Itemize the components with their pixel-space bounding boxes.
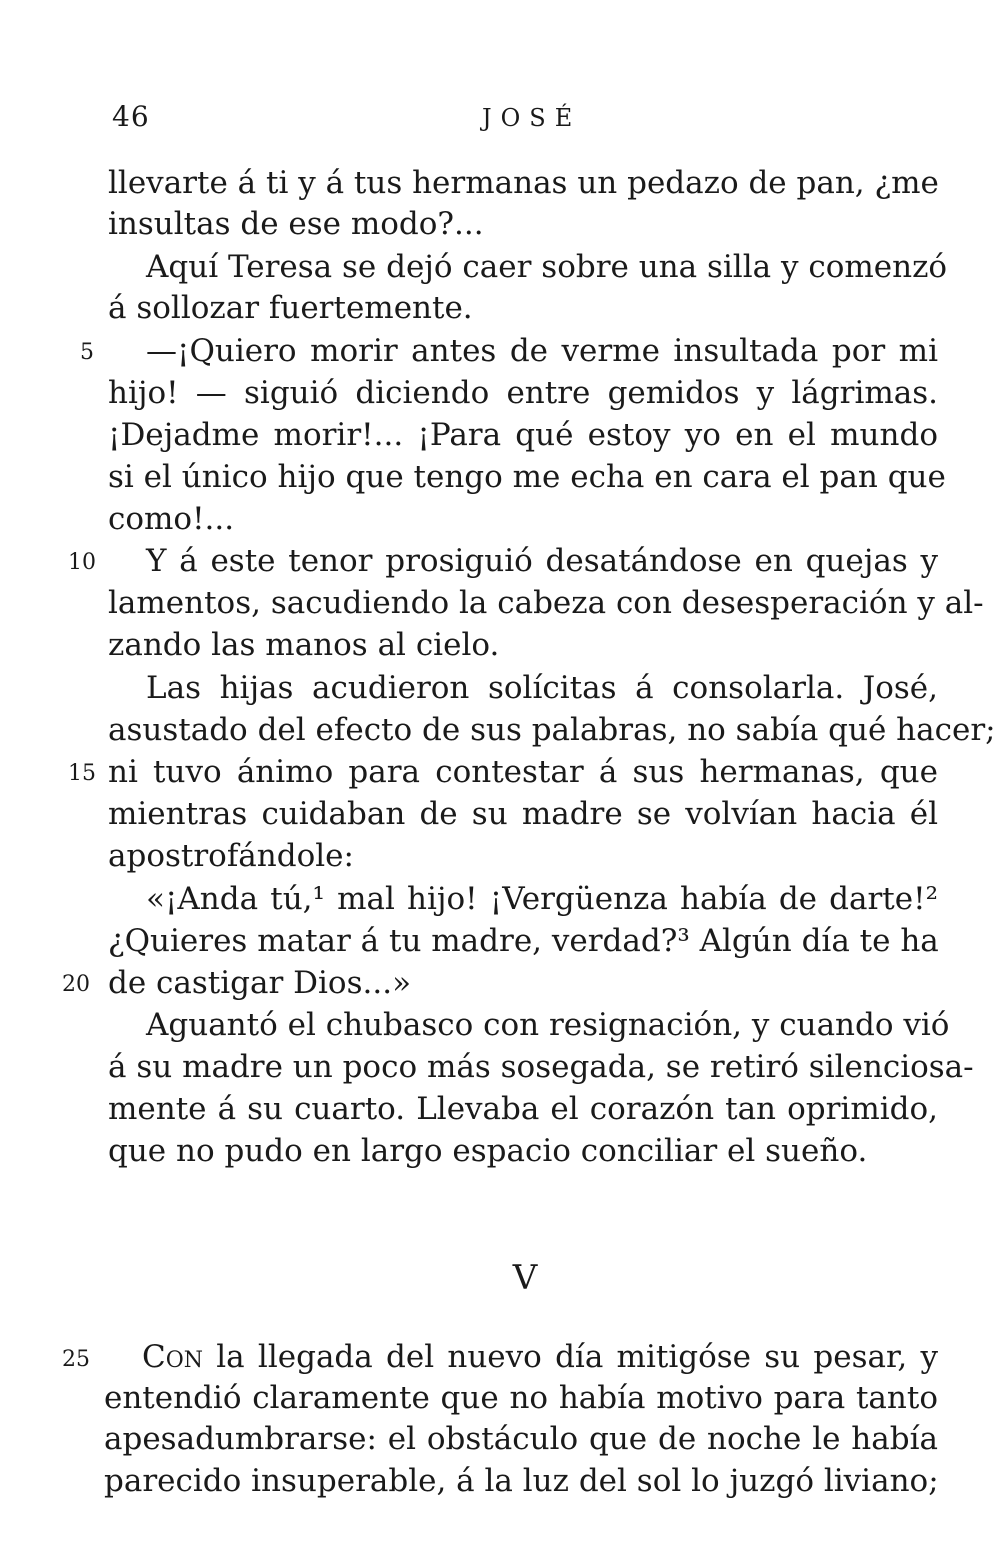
- text-line: que no pudo en largo espacio conciliar el sueño.: [108, 1133, 868, 1169]
- line-number: 10: [68, 550, 96, 575]
- text-line: lamentos, sacudiendo la cabeza con desesperación y al-: [108, 585, 984, 621]
- text-line: apostrofándole:: [108, 838, 354, 874]
- text-line: entendió claramente que no había motivo para tanto: [104, 1380, 938, 1416]
- running-title: JOSÉ: [482, 104, 582, 132]
- text-line: á sollozar fuertemente.: [108, 290, 473, 326]
- chapter-first-line: [142, 1337, 938, 1377]
- text-line: ni tuvo ánimo para contestar á sus hermanas, que: [108, 754, 938, 790]
- text-line: parecido insuperable, á la luz del sol lo juzgó liviano;: [104, 1463, 939, 1499]
- line-number: 15: [68, 761, 96, 786]
- line-number: 20: [62, 972, 90, 997]
- chapter-first-line-text: la llegada del nuevo día mitigóse su pesar, y: [203, 1339, 938, 1375]
- text-line: asustado del efecto de sus palabras, no sabía qué hacer;: [108, 712, 996, 748]
- text-line: «¡Anda tú,¹ mal hijo! ¡Vergüenza había de darte!²: [146, 881, 938, 917]
- text-line: —¡Quiero morir antes de verme insultada por mi: [146, 333, 938, 369]
- text-line: mente á su cuarto. Llevaba el corazón tan oprimido,: [108, 1091, 938, 1127]
- text-line: si el único hijo que tengo me echa en cara el pan que: [108, 459, 946, 495]
- text-line: ¿Quieres matar á tu madre, verdad?³ Algún día te ha: [108, 923, 939, 959]
- text-line: de castigar Dios...»: [108, 965, 412, 1001]
- text-line: Aquí Teresa se dejó caer sobre una silla y comenzó: [146, 249, 948, 285]
- text-line: como!...: [108, 501, 235, 537]
- text-line: hijo! — siguió diciendo entre gemidos y lágrimas.: [108, 375, 938, 411]
- page-header: [112, 100, 942, 140]
- text-line: apesadumbrarse: el obstáculo que de noche le había: [104, 1421, 938, 1457]
- text-line: Las hijas acudieron solícitas á consolarla. José,: [146, 670, 938, 706]
- chapter-heading: V: [512, 1258, 538, 1298]
- text-line: mientras cuidaban de su madre se volvían hacia él: [108, 796, 938, 832]
- line-number: 25: [62, 1347, 90, 1372]
- text-line: insultas de ese modo?...: [108, 206, 484, 242]
- text-line: ¡Dejadme morir!... ¡Para qué estoy yo en el mundo: [108, 417, 938, 453]
- line-number: 5: [80, 340, 94, 365]
- text-line: Y á este tenor prosiguió desatándose en quejas y: [146, 543, 938, 579]
- text-line: llevarte á ti y á tus hermanas un pedazo de pan, ¿me: [108, 165, 939, 201]
- small-caps-opening-word: Con: [142, 1339, 204, 1375]
- text-line: á su madre un poco más sosegada, se retiró silenciosa-: [108, 1049, 974, 1085]
- text-line: Aguantó el chubasco con resignación, y cuando vió: [146, 1007, 950, 1043]
- page-number: 46: [112, 100, 150, 133]
- text-line: zando las manos al cielo.: [108, 627, 500, 663]
